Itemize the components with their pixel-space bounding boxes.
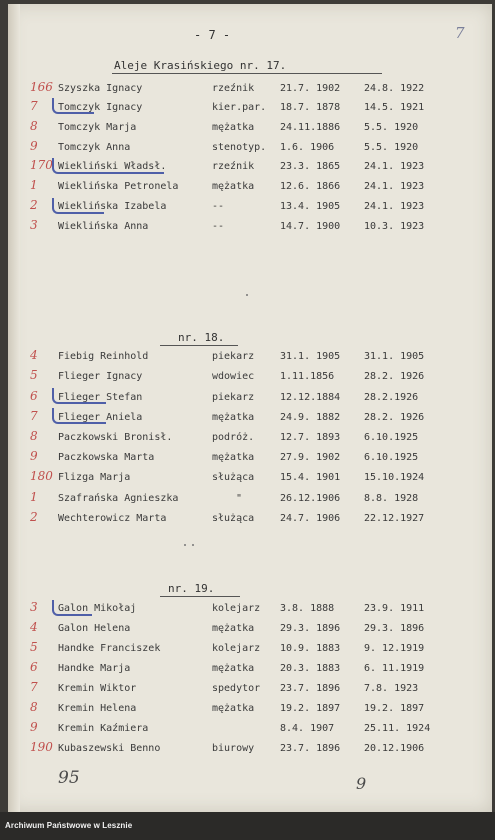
- section-heading-17: Aleje Krasińskiego nr. 17.: [114, 59, 287, 72]
- pencil-mark: 7: [30, 409, 38, 423]
- birth-date: 27.9. 1902: [280, 452, 341, 463]
- person-name: Handke Marja: [58, 663, 131, 674]
- registration-date: 25.11. 1924: [364, 723, 431, 734]
- pencil-mark: 6: [30, 660, 38, 674]
- birth-date: 1.6. 1906: [280, 142, 335, 153]
- table-row: [8, 469, 492, 490]
- section-underline-19: [160, 596, 240, 597]
- pencil-mark: 7: [30, 99, 38, 113]
- birth-date: 24.9. 1882: [280, 412, 341, 423]
- table-row: [8, 510, 492, 531]
- registration-date: 10.3. 1923: [364, 221, 425, 232]
- registration-date: 24.8. 1922: [364, 83, 425, 94]
- pencil-mark: 7: [30, 680, 38, 694]
- pencil-mark: 1: [30, 178, 38, 192]
- table-row: [8, 620, 492, 641]
- table-row: [8, 218, 492, 239]
- pencil-mark: 4: [30, 620, 38, 634]
- person-name: Flieger Stefan: [58, 392, 143, 403]
- occupation: piekarz: [212, 392, 255, 403]
- pencil-mark: 190: [30, 740, 53, 754]
- pencil-dot: [184, 544, 186, 546]
- occupation: podróż.: [212, 432, 255, 443]
- table-row: [8, 449, 492, 470]
- birth-date: 12.12.1884: [280, 392, 341, 403]
- registration-date: 6.10.1925: [364, 432, 419, 443]
- birth-date: 10.9. 1883: [280, 643, 341, 654]
- birth-date: 14.7. 1900: [280, 221, 341, 232]
- person-name: Flieger Aniela: [58, 412, 143, 423]
- registration-date: 24.1. 1923: [364, 181, 425, 192]
- pencil-mark: 3: [30, 218, 38, 232]
- archive-label: Archiwum Państwowe w Lesznie: [5, 821, 133, 830]
- birth-date: 23.7. 1896: [280, 683, 341, 694]
- birth-date: 19.2. 1897: [280, 703, 341, 714]
- occupation: kolejarz: [212, 643, 261, 654]
- blue-pencil-bracket: [52, 198, 104, 214]
- person-name: Kremin Wiktor: [58, 683, 137, 694]
- registration-date: 7.8. 1923: [364, 683, 419, 694]
- occupation: mężatka: [212, 122, 255, 133]
- occupation: wdowiec: [212, 371, 255, 382]
- occupation: --: [212, 221, 225, 232]
- registration-date: 28.2. 1926: [364, 371, 425, 382]
- person-name: Fiebig Reinhold: [58, 351, 149, 362]
- person-name: Tomczyk Marja: [58, 122, 137, 133]
- pencil-mark: 3: [30, 600, 38, 614]
- occupation: ": [236, 493, 243, 504]
- occupation: kolejarz: [212, 603, 261, 614]
- occupation: rzeźnik: [212, 161, 255, 172]
- page-number: - 7 -: [194, 28, 231, 42]
- table-row: [8, 348, 492, 369]
- section-underline-18: [160, 345, 238, 346]
- section-underline-17: [112, 73, 382, 74]
- pencil-mark: 9: [30, 720, 38, 734]
- occupation: mężatka: [212, 412, 255, 423]
- blue-pencil-bracket: [52, 98, 94, 114]
- pencil-mark: 8: [30, 119, 38, 133]
- pencil-mark: 170: [30, 158, 53, 172]
- occupation: służąca: [212, 513, 255, 524]
- pencil-mark: 8: [30, 429, 38, 443]
- birth-date: 26.12.1906: [280, 493, 341, 504]
- registration-date: 5.5. 1920: [364, 122, 419, 133]
- person-name: Tomczyk Anna: [58, 142, 131, 153]
- person-name: Flieger Ignacy: [58, 371, 143, 382]
- occupation: mężatka: [212, 703, 255, 714]
- registration-date: 14.5. 1921: [364, 102, 425, 113]
- pencil-dot: [192, 544, 194, 546]
- birth-date: 24.11.1886: [280, 122, 341, 133]
- table-row: [8, 680, 492, 701]
- birth-date: 3.8. 1888: [280, 603, 335, 614]
- birth-date: 8.4. 1907: [280, 723, 335, 734]
- occupation: rzeźnik: [212, 83, 255, 94]
- table-row: [8, 490, 492, 511]
- blue-pencil-bracket: [52, 158, 167, 174]
- occupation: piekarz: [212, 351, 255, 362]
- registration-date: 8.8. 1928: [364, 493, 419, 504]
- person-name: Wieklińska Anna: [58, 221, 149, 232]
- occupation: mężatka: [212, 623, 255, 634]
- registration-date: 29.3. 1896: [364, 623, 425, 634]
- registration-date: 19.2. 1897: [364, 703, 425, 714]
- pencil-dot: [246, 294, 248, 296]
- table-row: [8, 660, 492, 681]
- pencil-mark: 4: [30, 348, 38, 362]
- person-name: Szyszka Ignacy: [58, 83, 143, 94]
- person-name: Galon Helena: [58, 623, 131, 634]
- birth-date: 31.1. 1905: [280, 351, 341, 362]
- person-name: Wieklińska Izabela: [58, 201, 167, 212]
- registration-date: 23.9. 1911: [364, 603, 425, 614]
- birth-date: 1.11.1856: [280, 371, 335, 382]
- section-heading-18: nr. 18.: [178, 331, 225, 344]
- person-name: Kremin Kaźmiera: [58, 723, 149, 734]
- pencil-mark: 2: [30, 198, 38, 212]
- section-heading-19: nr. 19.: [168, 582, 215, 595]
- birth-date: 21.7. 1902: [280, 83, 341, 94]
- occupation: mężatka: [212, 663, 255, 674]
- pencil-mark: 5: [30, 368, 38, 382]
- birth-date: 24.7. 1906: [280, 513, 341, 524]
- handwritten-note: 95: [58, 768, 80, 788]
- handwritten-note: 9: [356, 774, 367, 793]
- birth-date: 23.7. 1896: [280, 743, 341, 754]
- person-name: Szafrańska Agnieszka: [58, 493, 179, 504]
- person-name: Wiekliński Władsł.: [58, 161, 167, 172]
- registration-date: 31.1. 1905: [364, 351, 425, 362]
- table-row: [8, 720, 492, 741]
- occupation: --: [212, 201, 225, 212]
- pencil-mark: 1: [30, 490, 38, 504]
- person-name: Galon Mikołaj: [58, 603, 137, 614]
- table-row: [8, 429, 492, 450]
- person-name: Paczkowska Marta: [58, 452, 155, 463]
- pencil-mark: 9: [30, 449, 38, 463]
- occupation: stenotyp.: [212, 142, 267, 153]
- registration-date: 20.12.1906: [364, 743, 425, 754]
- occupation: biurowy: [212, 743, 255, 754]
- birth-date: 13.4. 1905: [280, 201, 341, 212]
- birth-date: 23.3. 1865: [280, 161, 341, 172]
- table-row: [8, 368, 492, 389]
- registration-date: 24.1. 1923: [364, 161, 425, 172]
- table-row: [8, 640, 492, 661]
- birth-date: 15.4. 1901: [280, 472, 341, 483]
- table-row: [8, 178, 492, 199]
- occupation: mężatka: [212, 181, 255, 192]
- pencil-mark: 6: [30, 389, 38, 403]
- blue-pencil-bracket: [52, 408, 106, 424]
- table-row: [8, 740, 492, 761]
- blue-pencil-bracket: [52, 600, 92, 616]
- occupation: mężatka: [212, 452, 255, 463]
- pencil-mark: 5: [30, 640, 38, 654]
- registration-date: 5.5. 1920: [364, 142, 419, 153]
- person-name: Wieklińska Petronela: [58, 181, 179, 192]
- registration-date: 28.2.1926: [364, 392, 419, 403]
- person-name: Paczkowski Bronisł.: [58, 432, 173, 443]
- document-page: [8, 4, 492, 812]
- corner-page-number: 7: [455, 24, 465, 42]
- blue-pencil-bracket: [52, 388, 106, 404]
- registration-date: 22.12.1927: [364, 513, 425, 524]
- birth-date: 12.7. 1893: [280, 432, 341, 443]
- person-name: Kremin Helena: [58, 703, 137, 714]
- birth-date: 18.7. 1878: [280, 102, 341, 113]
- person-name: Flizga Marja: [58, 472, 131, 483]
- registration-date: 24.1. 1923: [364, 201, 425, 212]
- occupation: kier.par.: [212, 102, 267, 113]
- registration-date: 28.2. 1926: [364, 412, 425, 423]
- registration-date: 15.10.1924: [364, 472, 425, 483]
- birth-date: 12.6. 1866: [280, 181, 341, 192]
- person-name: Wechterowicz Marta: [58, 513, 167, 524]
- pencil-mark: 9: [30, 139, 38, 153]
- pencil-mark: 166: [30, 80, 53, 94]
- birth-date: 29.3. 1896: [280, 623, 341, 634]
- archive-footer-bar: [0, 812, 495, 840]
- person-name: Tomczyk Ignacy: [58, 102, 143, 113]
- table-row: [8, 700, 492, 721]
- pencil-mark: 180: [30, 469, 53, 483]
- pencil-mark: 2: [30, 510, 38, 524]
- registration-date: 9. 12.1919: [364, 643, 425, 654]
- birth-date: 20.3. 1883: [280, 663, 341, 674]
- occupation: spedytor: [212, 683, 261, 694]
- table-row: [8, 119, 492, 140]
- pencil-mark: 8: [30, 700, 38, 714]
- person-name: Kubaszewski Benno: [58, 743, 161, 754]
- registration-date: 6. 11.1919: [364, 663, 425, 674]
- person-name: Handke Franciszek: [58, 643, 161, 654]
- occupation: służąca: [212, 472, 255, 483]
- registration-date: 6.10.1925: [364, 452, 419, 463]
